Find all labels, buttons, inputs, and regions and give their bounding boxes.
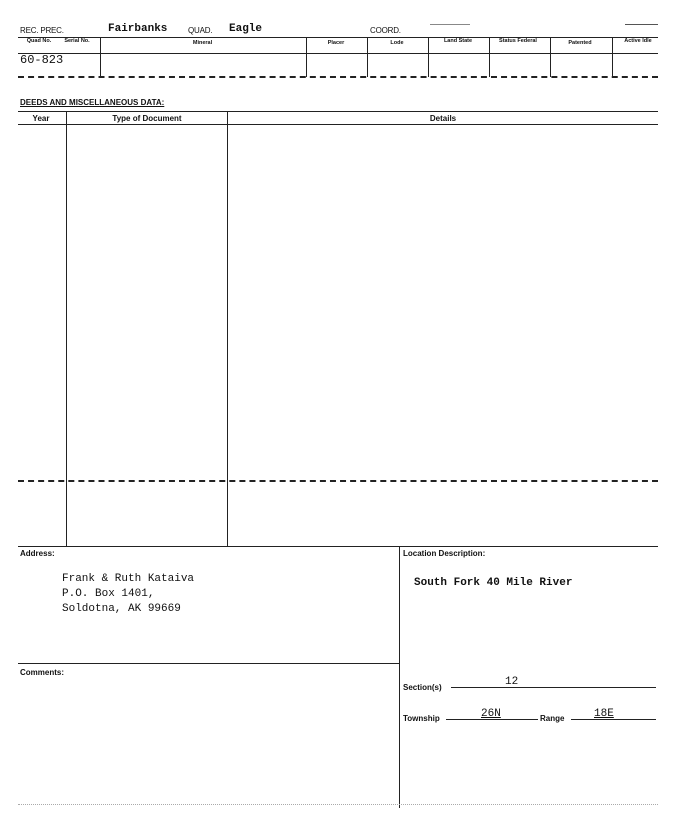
record-dashed-divider <box>18 76 658 78</box>
col-divider <box>428 38 429 77</box>
location-divider <box>399 546 400 808</box>
header-divider <box>18 37 658 38</box>
col-land-status-state: Land State <box>443 38 473 44</box>
section-underline <box>451 687 656 688</box>
section-label: Section(s) <box>403 683 442 692</box>
township-label: Township <box>403 714 440 723</box>
col-divider <box>550 38 551 77</box>
col-divider <box>367 38 368 77</box>
scan-edge-artifact <box>18 804 658 807</box>
header-divider <box>625 24 658 25</box>
header-divider <box>430 24 470 25</box>
address-line: Soldotna, AK 99669 <box>62 603 181 615</box>
column-header-divider <box>18 53 658 54</box>
comments-top-line <box>18 663 399 664</box>
address-block <box>62 572 194 617</box>
col-placer: Placer <box>327 40 345 46</box>
quad-value: Eagle <box>229 23 263 35</box>
location-description-value: South Fork 40 Mile River <box>414 577 573 589</box>
col-divider <box>489 38 490 77</box>
deeds-bottom-line <box>18 546 658 547</box>
col-status-federal: Status Federal <box>499 38 537 44</box>
address-line: P.O. Box 1401, <box>62 588 155 600</box>
rec-prec-value: Fairbanks <box>108 23 168 35</box>
col-divider <box>306 38 307 77</box>
coord-label: COORD. <box>370 26 401 35</box>
deeds-header-line <box>18 124 658 125</box>
col-type-of-document: Type of Document <box>112 114 182 123</box>
comments-label: Comments: <box>20 668 65 677</box>
col-mineral: Mineral <box>192 40 213 46</box>
col-quad-no: Quad No. <box>26 38 52 44</box>
deeds-top-line <box>18 111 658 112</box>
location-description-label: Location Description: <box>403 549 486 558</box>
col-lode: Lode <box>390 40 404 46</box>
col-divider <box>612 38 613 77</box>
section-value: 12 <box>505 676 519 688</box>
rec-prec-label: REC. PREC. <box>20 26 64 35</box>
col-serial-no: Serial No. <box>64 38 90 44</box>
address-label: Address: <box>20 549 55 558</box>
col-divider <box>100 38 101 77</box>
col-details: Details <box>429 114 457 123</box>
township-value: 26N <box>481 708 501 720</box>
quad-serial-value: 60-823 <box>20 53 64 67</box>
range-label: Range <box>540 714 565 723</box>
range-value: 18E <box>594 708 614 720</box>
col-patented: Patented <box>568 40 592 46</box>
address-line: Frank & Ruth Kataiva <box>62 573 195 585</box>
quad-label: QUAD. <box>188 26 213 35</box>
deeds-section-title: DEEDS AND MISCELLANEOUS DATA: <box>20 98 165 107</box>
deeds-dashed-divider <box>18 480 658 482</box>
col-active-idle: Active Idle <box>624 38 652 44</box>
col-year: Year <box>32 114 50 123</box>
